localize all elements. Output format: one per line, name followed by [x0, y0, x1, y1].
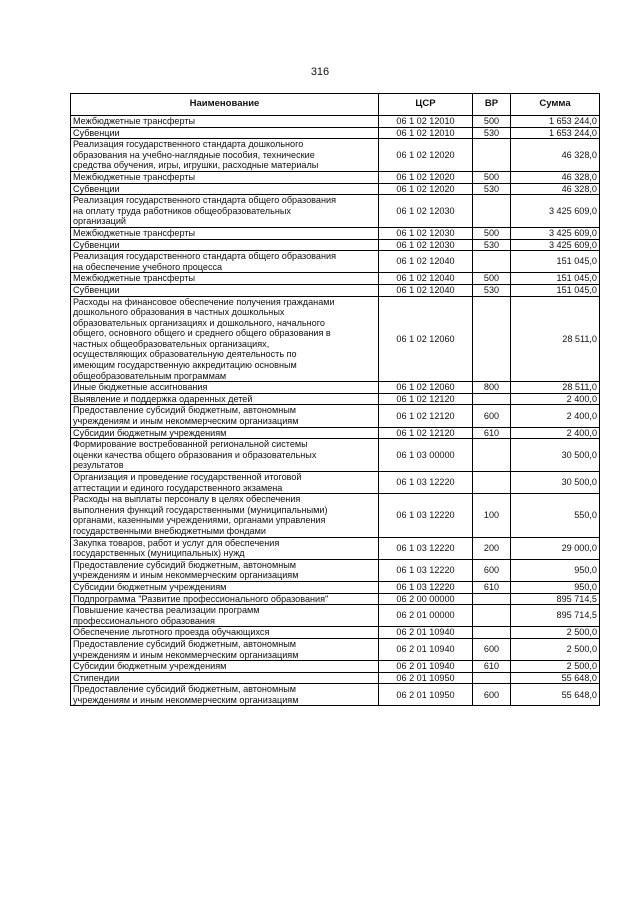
row-sum-cell: 950,0: [511, 581, 600, 593]
table-row: [71, 439, 600, 472]
row-name-cell: Реализация государственного стандарта общего образования на обеспечение учебного процесса: [71, 251, 379, 273]
row-vr-cell: 500: [473, 227, 511, 239]
row-name-cell: Закупка товаров, работ и услуг для обеспечения государственных (муниципальных) нужд: [71, 537, 379, 559]
table-row: [71, 139, 600, 172]
table-row: [71, 127, 600, 139]
row-csr-cell: 06 1 03 12220: [379, 559, 473, 581]
row-csr-cell: 06 1 02 12060: [379, 296, 473, 382]
row-sum-cell: 28 511,0: [511, 382, 600, 394]
row-csr-cell: 06 1 03 12220: [379, 494, 473, 537]
table-row: [71, 537, 600, 559]
row-sum-cell: 3 425 609,0: [511, 239, 600, 251]
row-name-cell: Предоставление субсидий бюджетным, автономным учреждениям и иным некоммерческим организациям: [71, 559, 379, 581]
row-name-cell: Субсидии бюджетным учреждениям: [71, 581, 379, 593]
row-name-cell: Реализация государственного стандарта общего образования на оплату труда работников общеобразовательных организаций: [71, 195, 379, 228]
row-vr-cell: [473, 593, 511, 605]
table-row: [71, 183, 600, 195]
row-name-cell: Организация и проведение государственной итоговой аттестации и единого государственного экзамена: [71, 472, 379, 494]
row-name-cell: Расходы на выплаты персоналу в целях обеспечения выполнения функций государственными (муниципальными) органами, казенными учреждениями, органами управления государственными внебюджетными фондами: [71, 494, 379, 537]
row-vr-cell: 800: [473, 382, 511, 394]
row-csr-cell: 06 1 02 12010: [379, 127, 473, 139]
row-sum-cell: 151 045,0: [511, 284, 600, 296]
row-csr-cell: 06 1 02 12040: [379, 251, 473, 273]
row-csr-cell: 06 1 02 12030: [379, 239, 473, 251]
table-row: [71, 405, 600, 427]
table-row: [71, 661, 600, 673]
row-csr-cell: 06 1 03 00000: [379, 439, 473, 472]
row-name-cell: Предоставление субсидий бюджетным, автономным учреждениям и иным некоммерческим организациям: [71, 405, 379, 427]
row-csr-cell: 06 1 02 12060: [379, 382, 473, 394]
row-sum-cell: 2 400,0: [511, 393, 600, 405]
row-vr-cell: 530: [473, 239, 511, 251]
row-vr-cell: [473, 605, 511, 627]
row-name-cell: Выявление и поддержка одаренных детей: [71, 393, 379, 405]
row-csr-cell: 06 1 02 12020: [379, 171, 473, 183]
row-csr-cell: 06 2 01 10940: [379, 638, 473, 660]
row-name-cell: Подпрограмма "Развитие профессионального образования": [71, 593, 379, 605]
row-name-cell: Реализация государственного стандарта дошкольного образования на учебно-наглядные пособия, технические средства обучения, игры, игрушки, расходные материалы: [71, 139, 379, 172]
table-header-row: [71, 94, 600, 116]
row-sum-cell: 55 648,0: [511, 684, 600, 706]
row-sum-cell: 28 511,0: [511, 296, 600, 382]
table-row: [71, 251, 600, 273]
table-row: [71, 581, 600, 593]
row-csr-cell: 06 1 03 12220: [379, 581, 473, 593]
row-sum-cell: 2 400,0: [511, 427, 600, 439]
row-vr-cell: [473, 627, 511, 639]
row-vr-cell: 500: [473, 116, 511, 128]
row-name-cell: Субвенции: [71, 284, 379, 296]
row-name-cell: Субвенции: [71, 239, 379, 251]
row-vr-cell: 600: [473, 559, 511, 581]
table-row: [71, 116, 600, 128]
row-sum-cell: 30 500,0: [511, 439, 600, 472]
row-sum-cell: 29 000,0: [511, 537, 600, 559]
row-csr-cell: 06 1 02 12010: [379, 116, 473, 128]
table-row: [71, 672, 600, 684]
row-vr-cell: [473, 672, 511, 684]
row-name-cell: Расходы на финансовое обеспечение получения гражданами дошкольного образования в частных дошкольных образовательных организациях и дошкольного, начального общего, основного общего и среднего общего образования в частных общеобразовательных организациях, осуществляющих образовательную деятельность по имеющим государственную аккредитацию основным общеобразовательным программам: [71, 296, 379, 382]
row-name-cell: Повышение качества реализации программ профессионального образования: [71, 605, 379, 627]
row-sum-cell: 46 328,0: [511, 183, 600, 195]
header-name: Наименование: [71, 94, 379, 116]
row-vr-cell: 500: [473, 273, 511, 285]
row-sum-cell: 46 328,0: [511, 171, 600, 183]
row-sum-cell: 2 400,0: [511, 405, 600, 427]
row-csr-cell: 06 2 01 10950: [379, 672, 473, 684]
header-csr: ЦСР: [379, 94, 473, 116]
table-row: [71, 494, 600, 537]
row-vr-cell: [473, 139, 511, 172]
row-vr-cell: 610: [473, 427, 511, 439]
row-sum-cell: 55 648,0: [511, 672, 600, 684]
row-sum-cell: 151 045,0: [511, 251, 600, 273]
table-body: [71, 116, 600, 706]
budget-table: [70, 93, 600, 706]
row-sum-cell: 30 500,0: [511, 472, 600, 494]
table-row: [71, 239, 600, 251]
row-csr-cell: 06 1 02 12020: [379, 139, 473, 172]
row-csr-cell: 06 1 03 12220: [379, 537, 473, 559]
row-name-cell: Субсидии бюджетным учреждениям: [71, 427, 379, 439]
table-row: [71, 559, 600, 581]
row-sum-cell: 2 500,0: [511, 627, 600, 639]
row-csr-cell: 06 1 02 12120: [379, 393, 473, 405]
row-sum-cell: 2 500,0: [511, 638, 600, 660]
row-name-cell: Межбюджетные трансферты: [71, 171, 379, 183]
row-name-cell: Межбюджетные трансферты: [71, 227, 379, 239]
row-sum-cell: 1 653 244,0: [511, 116, 600, 128]
row-vr-cell: 610: [473, 661, 511, 673]
row-vr-cell: 600: [473, 684, 511, 706]
row-csr-cell: 06 1 02 12120: [379, 427, 473, 439]
table-row: [71, 605, 600, 627]
row-vr-cell: 200: [473, 537, 511, 559]
row-vr-cell: 600: [473, 405, 511, 427]
table-row: [71, 296, 600, 382]
table-row: [71, 227, 600, 239]
row-name-cell: Обеспечение льготного проезда обучающихся: [71, 627, 379, 639]
row-vr-cell: 610: [473, 581, 511, 593]
page-number: 316: [310, 66, 330, 78]
row-csr-cell: 06 1 03 12220: [379, 472, 473, 494]
row-sum-cell: 151 045,0: [511, 273, 600, 285]
row-sum-cell: 3 425 609,0: [511, 227, 600, 239]
row-vr-cell: [473, 195, 511, 228]
row-vr-cell: [473, 393, 511, 405]
row-name-cell: Стипендии: [71, 672, 379, 684]
row-sum-cell: 2 500,0: [511, 661, 600, 673]
header-sum: Сумма: [511, 94, 600, 116]
row-csr-cell: 06 2 01 10940: [379, 661, 473, 673]
row-sum-cell: 550,0: [511, 494, 600, 537]
row-csr-cell: 06 1 02 12030: [379, 195, 473, 228]
row-csr-cell: 06 1 02 12120: [379, 405, 473, 427]
row-vr-cell: 600: [473, 638, 511, 660]
table-row: [71, 627, 600, 639]
table-row: [71, 472, 600, 494]
row-name-cell: Предоставление субсидий бюджетным, автономным учреждениям и иным некоммерческим организациям: [71, 638, 379, 660]
row-sum-cell: 950,0: [511, 559, 600, 581]
row-vr-cell: 100: [473, 494, 511, 537]
table-row: [71, 393, 600, 405]
row-csr-cell: 06 1 02 12030: [379, 227, 473, 239]
table-row: [71, 284, 600, 296]
row-name-cell: Иные бюджетные ассигнования: [71, 382, 379, 394]
row-sum-cell: 46 328,0: [511, 139, 600, 172]
row-name-cell: Предоставление субсидий бюджетным, автономным учреждениям и иным некоммерческим организациям: [71, 684, 379, 706]
row-sum-cell: 1 653 244,0: [511, 127, 600, 139]
row-csr-cell: 06 2 01 00000: [379, 605, 473, 627]
row-name-cell: Субсидии бюджетным учреждениям: [71, 661, 379, 673]
row-csr-cell: 06 1 02 12020: [379, 183, 473, 195]
row-csr-cell: 06 1 02 12040: [379, 284, 473, 296]
table-row: [71, 684, 600, 706]
table-row: [71, 171, 600, 183]
row-sum-cell: 3 425 609,0: [511, 195, 600, 228]
row-sum-cell: 895 714,5: [511, 605, 600, 627]
row-vr-cell: 530: [473, 183, 511, 195]
row-name-cell: Субвенции: [71, 127, 379, 139]
header-vr: ВР: [473, 94, 511, 116]
row-sum-cell: 895 714,5: [511, 593, 600, 605]
table-row: [71, 195, 600, 228]
table-row: [71, 638, 600, 660]
table-row: [71, 593, 600, 605]
row-vr-cell: [473, 251, 511, 273]
row-name-cell: Субвенции: [71, 183, 379, 195]
row-name-cell: Межбюджетные трансферты: [71, 116, 379, 128]
row-csr-cell: 06 2 01 10950: [379, 684, 473, 706]
row-vr-cell: 500: [473, 171, 511, 183]
row-csr-cell: 06 2 00 00000: [379, 593, 473, 605]
table-row: [71, 273, 600, 285]
row-vr-cell: [473, 472, 511, 494]
row-name-cell: Межбюджетные трансферты: [71, 273, 379, 285]
row-vr-cell: [473, 296, 511, 382]
table-row: [71, 427, 600, 439]
row-name-cell: Формирование востребованной региональной системы оценки качества общего образования и образовательных результатов: [71, 439, 379, 472]
row-csr-cell: 06 2 01 10940: [379, 627, 473, 639]
row-vr-cell: 530: [473, 127, 511, 139]
table-row: [71, 382, 600, 394]
row-vr-cell: 530: [473, 284, 511, 296]
row-csr-cell: 06 1 02 12040: [379, 273, 473, 285]
row-vr-cell: [473, 439, 511, 472]
